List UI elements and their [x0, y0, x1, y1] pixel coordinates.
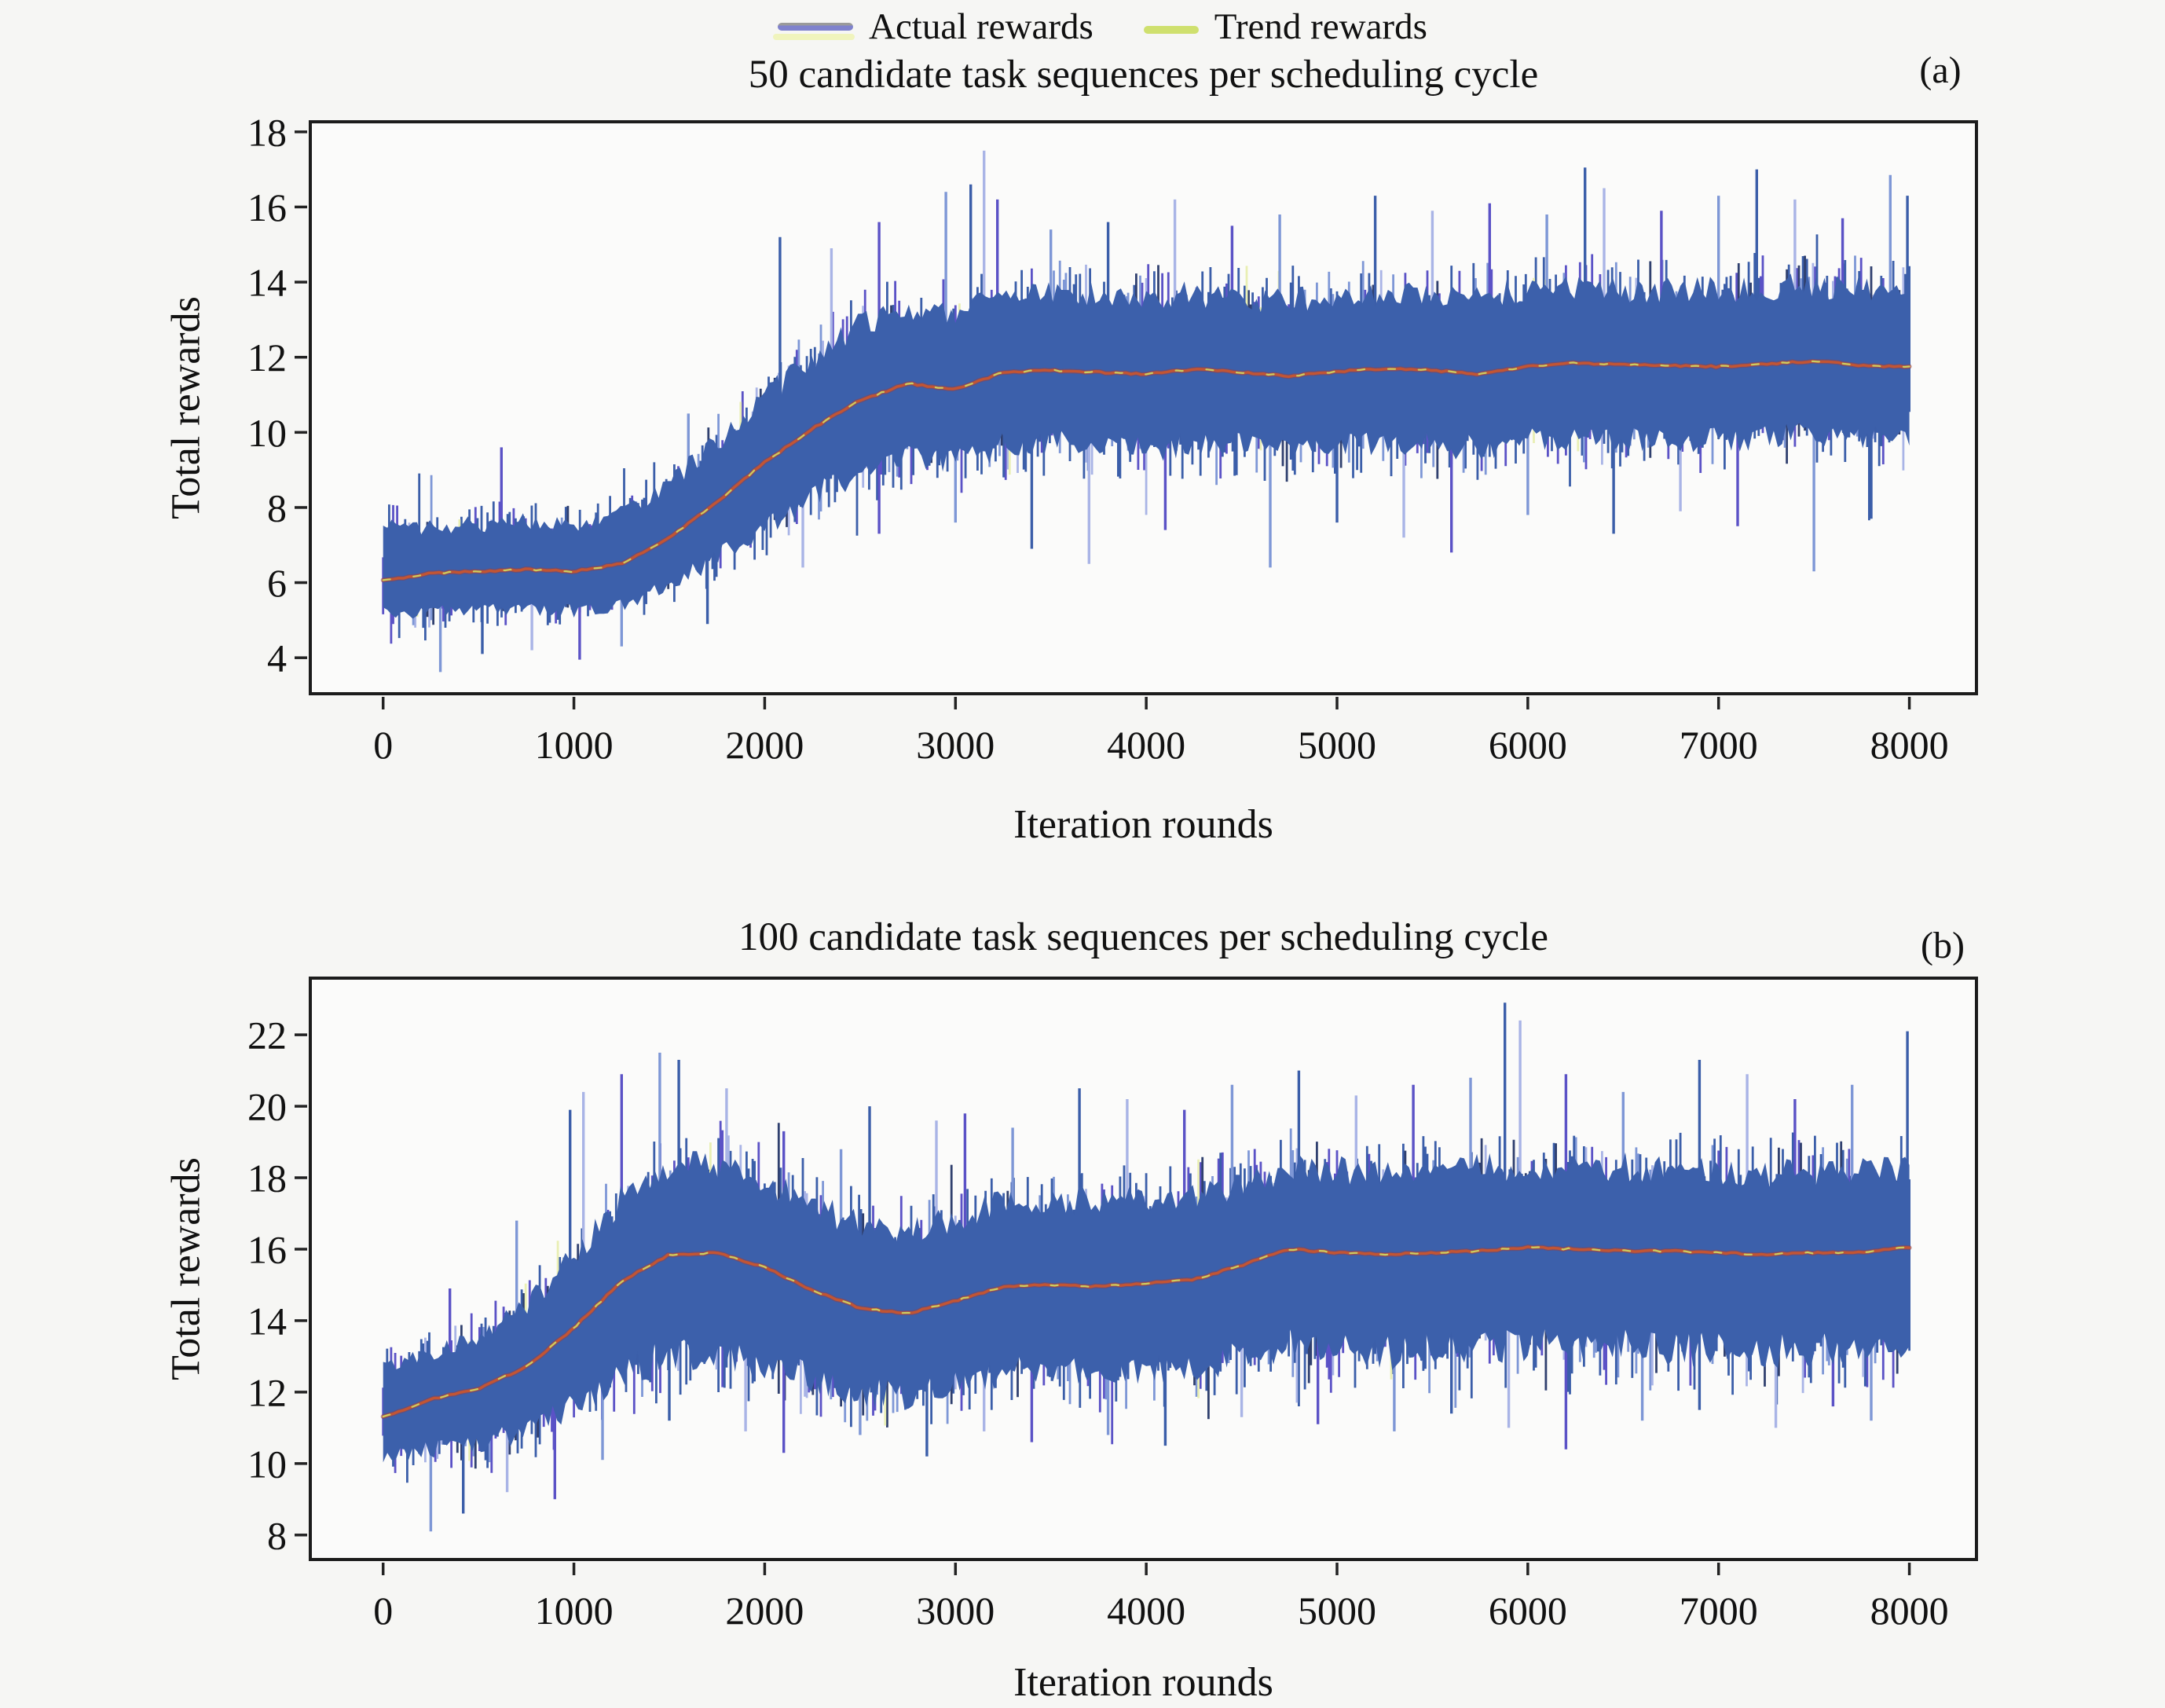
x-tick-label: 1000 [534, 1589, 614, 1633]
y-tick-label: 14 [247, 1299, 287, 1343]
subplot-a-title: 50 candidate task sequences per scheduling cycle [748, 53, 1539, 97]
y-axis-ticks [247, 110, 307, 680]
y-tick-label: 18 [247, 1156, 287, 1200]
x-tick-label: 5000 [1298, 1589, 1376, 1633]
legend-label-trend-rewards: Trend rewards [1214, 6, 1427, 47]
y-tick-label: 10 [247, 1442, 287, 1486]
x-tick-label: 8000 [1870, 723, 1949, 767]
plot-area-a [247, 110, 1978, 767]
x-tick-label: 0 [373, 723, 394, 767]
y-tick-label: 8 [267, 1513, 287, 1558]
y-tick-label: 16 [247, 1227, 287, 1272]
subplot-b-title: 100 candidate task sequences per scheduling cycle [738, 915, 1548, 959]
x-tick-label: 7000 [1679, 1589, 1758, 1633]
y-tick-label: 22 [247, 1013, 287, 1057]
y-tick-label: 16 [247, 185, 287, 229]
trend-rewards-line-icon [1144, 26, 1199, 34]
legend-item-actual-rewards [778, 3, 1093, 50]
x-tick-label: 4000 [1107, 723, 1186, 767]
x-tick-label: 2000 [725, 723, 804, 767]
x-tick-label: 7000 [1679, 723, 1758, 767]
y-tick-label: 8 [267, 486, 287, 530]
y-tick-label: 20 [247, 1084, 287, 1129]
x-tick-label: 6000 [1488, 1589, 1567, 1633]
x-tick-label: 2000 [725, 1589, 804, 1633]
x-tick-label: 8000 [1870, 1589, 1949, 1633]
legend-label-actual-rewards: Actual rewards [869, 6, 1093, 47]
x-axis-ticks [373, 1563, 1948, 1633]
legend [778, 3, 1427, 50]
x-tick-label: 0 [373, 1589, 394, 1633]
subplot-b-xlabel: Iteration rounds [1013, 1660, 1273, 1705]
x-tick-label: 1000 [534, 723, 614, 767]
y-tick-label: 4 [267, 636, 287, 680]
y-tick-label: 6 [267, 561, 287, 606]
panel-label-b: (b) [1921, 925, 1965, 966]
y-tick-label: 14 [247, 260, 287, 305]
actual-rewards-line-icon [778, 18, 853, 35]
y-tick-label: 12 [247, 335, 287, 380]
panel-label-a: (a) [1919, 49, 1962, 91]
x-tick-label: 6000 [1488, 723, 1567, 767]
plot-area-b [247, 977, 1978, 1633]
subplot-a-xlabel: Iteration rounds [1013, 802, 1273, 847]
figure: Actual rewards Trend rewards 50 candidate task sequences per scheduling cycle (a) Total rewards 0 1000 2000 3000 4000 5000 6000 7000 8000 4 6 8 10 12 14 16 18 Iteration rounds 100 candidate task sequences per scheduling cycle (b) Total rewards 0 1000 2000 3000 4000 5000 6000 7000 8000 8 10 12 14 16 18 20 22 Iteration rounds [0, 0, 2165, 1708]
x-tick-label: 3000 [916, 1589, 995, 1633]
y-axis-ticks [247, 1013, 307, 1558]
x-tick-label: 4000 [1107, 1589, 1186, 1633]
legend-item-trend-rewards [1144, 3, 1427, 50]
y-tick-label: 10 [247, 410, 287, 455]
y-tick-label: 12 [247, 1370, 287, 1415]
x-tick-label: 3000 [916, 723, 995, 767]
y-tick-label: 18 [247, 110, 287, 155]
x-axis-ticks [373, 697, 1948, 767]
x-tick-label: 5000 [1298, 723, 1376, 767]
